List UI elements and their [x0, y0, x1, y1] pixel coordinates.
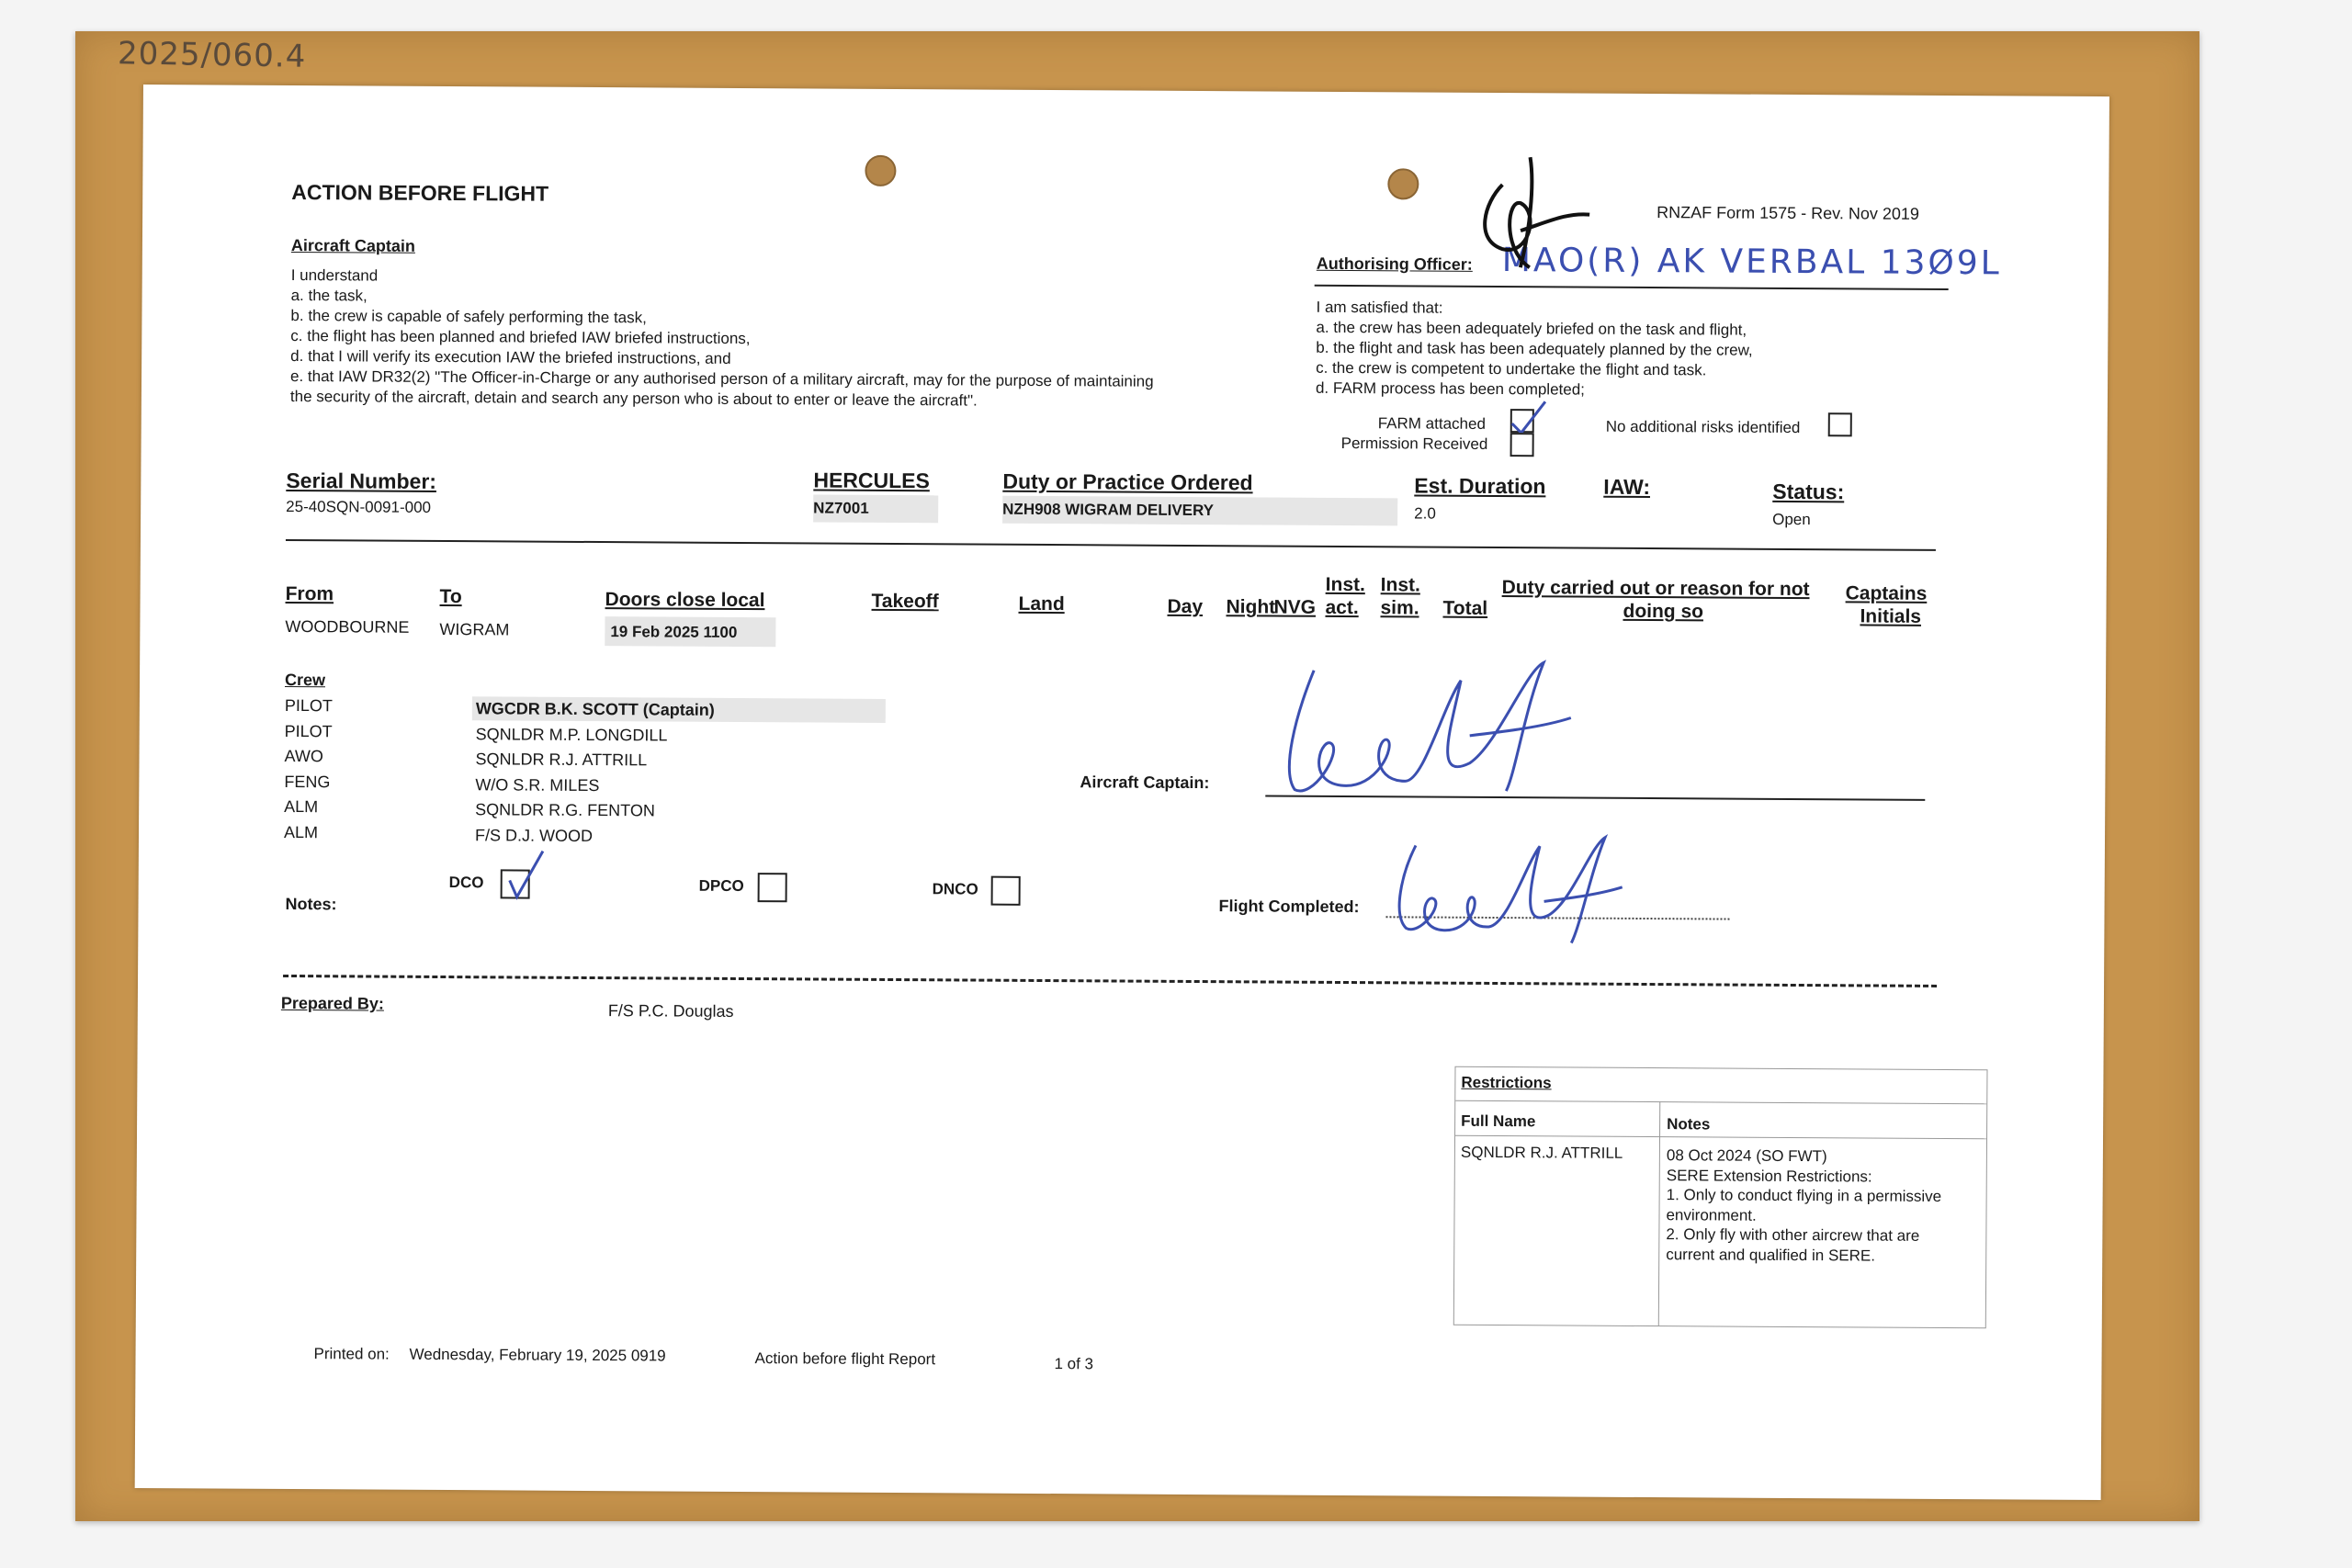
form-title: ACTION BEFORE FLIGHT [291, 179, 549, 206]
authorising-officer-line [1315, 285, 1949, 290]
to-header: To [439, 585, 462, 608]
aircraft-captain-heading: Aircraft Captain [290, 235, 416, 255]
restriction-note-line: SERE Extension Restrictions: [1666, 1166, 1872, 1186]
from-value: WOODBOURNE [285, 616, 410, 637]
restrictions-heading: Restrictions [1461, 1073, 1552, 1092]
est-duration-label: Est. Duration [1414, 473, 1546, 499]
statement-line: b. the flight and task has been adequately planned by the crew, [1316, 338, 1753, 359]
restriction-note-line: 2. Only fly with other aircrew that are [1666, 1225, 1920, 1245]
crew-name: SQNLDR R.J. ATTRILL [475, 750, 648, 770]
permission-received-checkbox[interactable] [1510, 433, 1534, 457]
dpco-label: DPCO [698, 876, 744, 896]
statement-line: d. FARM process has been completed; [1315, 378, 1585, 399]
nvg-header: NVG [1273, 596, 1317, 618]
statement-line: e. that IAW DR32(2) "The Officer-in-Charge or any authorised person of a military aircraft, may for the purpose of maintaining [290, 367, 1154, 390]
duty-ordered-label: Duty or Practice Ordered [1002, 468, 1253, 495]
restriction-full-name: SQNLDR R.J. ATTRILL [1460, 1143, 1623, 1162]
day-header: Day [1167, 595, 1204, 618]
duty-carried-header-bottom: doing so [1623, 600, 1704, 623]
crew-roles [284, 694, 333, 845]
crew-role: PILOT [284, 721, 333, 740]
restrictions-col-name: Full Name [1461, 1111, 1536, 1131]
no-additional-risks-label: No additional risks identified [1605, 417, 1801, 437]
dnco-checkbox[interactable] [991, 876, 1021, 906]
form-sheet [135, 85, 2109, 1500]
notes-label: Notes: [285, 894, 337, 914]
aircraft-captain-signature [1276, 652, 1580, 810]
prepared-by-label: Prepared By: [280, 993, 385, 1013]
crew-role: FENG [284, 772, 331, 791]
printed-on-label: Printed on: [313, 1345, 390, 1363]
aircraft-captain-sign-label: Aircraft Captain: [1080, 773, 1210, 793]
status-label: Status: [1772, 479, 1845, 504]
restriction-note-line: current and qualified in SERE. [1666, 1245, 1876, 1265]
permission-received-label: Permission Received [1340, 434, 1488, 453]
total-header: Total [1442, 597, 1488, 619]
captains-initials-header-bottom: Initials [1860, 605, 1922, 627]
crew-name: SQNLDR R.G. FENTON [475, 800, 655, 820]
serial-number-label: Serial Number: [286, 468, 437, 493]
crew-role: PILOT [284, 695, 333, 716]
inst-sim-header-bottom: sim. [1380, 597, 1419, 619]
land-header: Land [1018, 592, 1065, 615]
inst-sim-header-top: Inst. [1380, 574, 1420, 596]
restrictions-col-notes: Notes [1667, 1115, 1711, 1134]
section-divider [286, 539, 1936, 551]
dnco-label: DNCO [932, 880, 978, 898]
printed-on-value: Wednesday, February 19, 2025 0919 [409, 1345, 666, 1365]
page-number: 1 of 3 [1054, 1355, 1094, 1373]
statement-line: a. the crew has been adequately briefed on the task and flight, [1316, 318, 1747, 339]
flight-completed-label: Flight Completed: [1218, 897, 1360, 917]
from-header: From [285, 582, 334, 605]
prepared-by-value: F/S P.C. Douglas [607, 1001, 734, 1021]
aircraft-tail-number: NZ7001 [813, 494, 938, 523]
dco-check-mark [503, 847, 548, 902]
statement-line: I am satisfied that: [1316, 298, 1443, 317]
est-duration-value: 2.0 [1414, 504, 1436, 523]
crew-name: W/O S.R. MILES [475, 774, 600, 795]
authorising-officer-label: Authorising Officer: [1316, 254, 1473, 274]
restrictions-table [1453, 1066, 1988, 1329]
crew-role: ALM [283, 822, 319, 841]
iaw-label: IAW: [1603, 474, 1651, 500]
restrictions-header-divider [1455, 1135, 1986, 1140]
authorising-officer-signature [1465, 148, 1595, 277]
punch-hole [1387, 168, 1419, 199]
crew-name: SQNLDR M.P. LONGDILL [475, 724, 668, 744]
archive-number: 2025/060.4 [117, 35, 307, 75]
crew-names [475, 696, 715, 850]
takeoff-header: Takeoff [871, 590, 939, 613]
status-value: Open [1772, 510, 1811, 529]
restrictions-col-divider [1658, 1101, 1660, 1325]
restriction-notes [1666, 1145, 1941, 1266]
farm-attached-label: FARM attached [1377, 414, 1487, 433]
dco-label: DCO [448, 874, 484, 892]
captains-initials-header-top: Captains [1845, 582, 1928, 604]
authorising-officer-statements [1316, 298, 1753, 401]
dpco-checkbox[interactable] [758, 873, 787, 902]
punch-hole [865, 155, 896, 186]
restriction-note-line: 08 Oct 2024 (SO FWT) [1666, 1146, 1827, 1166]
statement-line: the security of the aircraft, detain and search any person who is about to enter or leave the aircraft". [289, 387, 978, 410]
statement-line: b. the crew is capable of safely performing the task, [290, 306, 647, 327]
authorising-officer-handwriting: MAO(R) AK VERBAL 13Ø9L [1501, 242, 2002, 283]
statement-line: c. the crew is competent to undertake the flight and task. [1316, 358, 1707, 379]
duty-ordered-value: NZH908 WIGRAM DELIVERY [1002, 496, 1397, 526]
night-header: Night [1226, 596, 1276, 618]
report-name: Action before flight Report [754, 1349, 936, 1369]
restrictions-divider [1455, 1100, 1986, 1105]
no-additional-risks-checkbox[interactable] [1828, 412, 1852, 436]
doors-close-header: Doors close local [605, 589, 765, 612]
doors-close-value: 19 Feb 2025 1100 [605, 616, 775, 647]
statement-line: a. the task, [290, 286, 368, 305]
inst-act-header-top: Inst. [1325, 573, 1365, 596]
serial-number-value: 25-40SQN-0091-000 [286, 497, 432, 516]
form-id: RNZAF Form 1575 - Rev. Nov 2019 [1657, 203, 1920, 223]
flight-completed-signature [1387, 827, 1627, 948]
restriction-note-line: environment. [1666, 1205, 1757, 1224]
dashed-separator [283, 975, 1937, 987]
duty-carried-header-top: Duty carried out or reason for not [1501, 577, 1810, 601]
aircraft-captain-statements [290, 265, 1154, 412]
crew-heading: Crew [284, 670, 326, 690]
statement-line: c. the flight has been planned and briefed IAW briefed instructions, [290, 326, 751, 348]
inst-act-header-bottom: act. [1325, 596, 1359, 619]
statement-line: d. that I will verify its execution IAW the briefed instructions, and [290, 346, 731, 367]
statement-line: I understand [290, 265, 379, 285]
crew-name: F/S D.J. WOOD [474, 825, 594, 845]
aircraft-type-label: HERCULES [813, 468, 930, 493]
crew-role: AWO [284, 746, 323, 766]
restriction-note-line: 1. Only to conduct flying in a permissive [1666, 1186, 1942, 1205]
to-value: WIGRAM [439, 619, 510, 639]
crew-role: ALM [284, 796, 319, 817]
crew-name: WGCDR B.K. SCOTT (Captain) [475, 699, 715, 719]
